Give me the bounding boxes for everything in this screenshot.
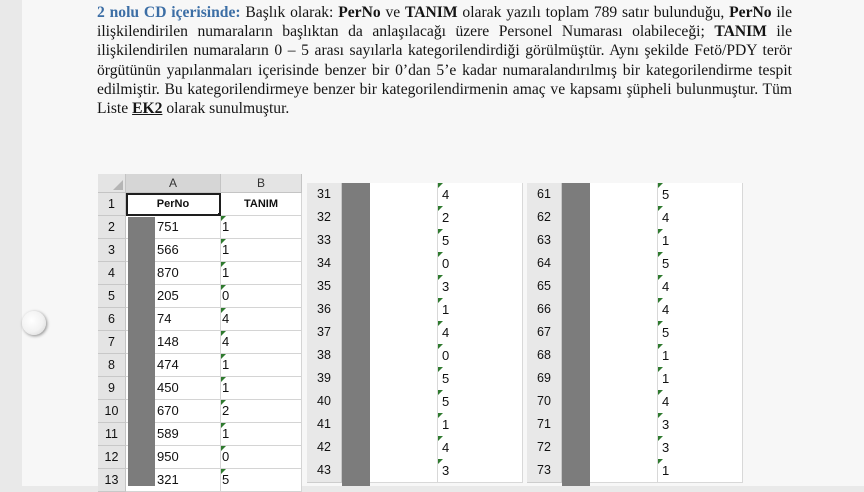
tanim-value: 5	[442, 394, 450, 409]
tanim-cell	[438, 436, 523, 460]
perno-value: 474	[157, 357, 179, 372]
tanim-value: 0	[222, 449, 230, 464]
row-number: 34	[307, 252, 342, 276]
tanim-value: 4	[222, 311, 230, 326]
row-number: 9	[98, 377, 126, 400]
tanim-cell	[221, 216, 302, 239]
redaction-bar	[562, 183, 590, 486]
row-number: 13	[98, 469, 126, 492]
row-number: 72	[527, 436, 562, 460]
body-paragraph	[97, 3, 792, 118]
row-number: 70	[527, 390, 562, 414]
tanim-cell	[438, 229, 523, 253]
row-number: 66	[527, 298, 562, 322]
tanim-cell	[658, 390, 743, 414]
row-number: 64	[527, 252, 562, 276]
tanim-value: 3	[662, 440, 670, 455]
tanim-value: 5	[662, 256, 670, 271]
tanim-value: 1	[222, 357, 230, 372]
row-number: 69	[527, 367, 562, 391]
row-number: 42	[307, 436, 342, 460]
tanim-cell	[221, 469, 302, 492]
tanim-cell	[658, 436, 743, 460]
tanim-value: 1	[442, 417, 450, 432]
tanim-cell	[438, 321, 523, 345]
tanim-value: 3	[442, 463, 450, 478]
tanim-cell	[438, 206, 523, 230]
row-number: 73	[527, 459, 562, 483]
tanim-cell	[658, 459, 743, 483]
row-number: 12	[98, 446, 126, 469]
row-number: 39	[307, 367, 342, 391]
tanim-value: 5	[662, 325, 670, 340]
perno-value: 148	[157, 334, 179, 349]
perno-value: 670	[157, 403, 179, 418]
row-number: 62	[527, 206, 562, 230]
row-number: 67	[527, 321, 562, 345]
tanim-value: 1	[442, 302, 450, 317]
row-number: 63	[527, 229, 562, 253]
tanim-cell	[221, 354, 302, 377]
paragraph-text: Başlık olarak:	[240, 4, 339, 21]
tanim-cell	[658, 183, 743, 207]
tanim-value: 4	[662, 279, 670, 294]
tanim-cell	[658, 252, 743, 276]
tanim-value: 1	[222, 242, 230, 257]
row-number: 41	[307, 413, 342, 437]
tanim-cell	[438, 298, 523, 322]
tanim-cell	[658, 321, 743, 345]
tanim-cell	[221, 262, 302, 285]
tanim-value: 3	[442, 279, 450, 294]
tanim-value: 1	[662, 233, 670, 248]
tanim-value: 1	[222, 265, 230, 280]
header-cell-perno: PerNo	[126, 193, 221, 216]
tanim-cell	[658, 298, 743, 322]
row-number: 11	[98, 423, 126, 446]
perno-value: 870	[157, 265, 179, 280]
row-number: 6	[98, 308, 126, 331]
tanim-value: 5	[662, 187, 670, 202]
row-number: 40	[307, 390, 342, 414]
tanim-value: 4	[662, 302, 670, 317]
row-number: 5	[98, 285, 126, 308]
row-number: 38	[307, 344, 342, 368]
perno-value: 74	[157, 311, 172, 326]
column-header-a: A	[126, 174, 221, 193]
select-all-corner	[98, 174, 126, 193]
row-number: 35	[307, 275, 342, 299]
tanim-cell	[658, 413, 743, 437]
row-number: 68	[527, 344, 562, 368]
row-number: 32	[307, 206, 342, 230]
perno-value: 566	[157, 242, 179, 257]
row-number: 10	[98, 400, 126, 423]
tanim-cell	[438, 275, 523, 299]
paragraph-text: ile ilişkilendirilen numaraların başlıktan da anlaşılacağı üzere Personel Numarası olabileceği;	[97, 4, 793, 41]
table-header-row	[98, 193, 302, 215]
tanim-cell	[658, 344, 743, 368]
perno-value: 751	[157, 219, 179, 234]
redaction-bar	[342, 183, 370, 486]
tanim-value: 1	[662, 463, 670, 478]
tanim-value: 0	[442, 256, 450, 271]
tanim-value: 4	[222, 334, 230, 349]
tanim-cell	[221, 285, 302, 308]
row-number: 61	[527, 183, 562, 207]
tanim-value: 1	[222, 219, 230, 234]
tanim-cell	[438, 252, 523, 276]
perno-value: 950	[157, 449, 179, 464]
perno-term: PerNo	[338, 4, 381, 21]
perno-value: 205	[157, 288, 179, 303]
tanim-cell	[221, 377, 302, 400]
perno-value: 589	[157, 426, 179, 441]
perno-value: 450	[157, 380, 179, 395]
annex-reference: EK2	[132, 100, 163, 118]
punch-hole	[22, 311, 46, 335]
tanim-value: 4	[662, 210, 670, 225]
tanim-value: 2	[442, 210, 450, 225]
tanim-cell	[658, 275, 743, 299]
tanim-cell	[658, 229, 743, 253]
perno-value: 321	[157, 472, 179, 487]
row-number: 36	[307, 298, 342, 322]
tanim-cell	[438, 344, 523, 368]
section-heading: 2 nolu CD içerisinde:	[97, 4, 241, 21]
tanim-value: 5	[442, 371, 450, 386]
tanim-cell	[221, 400, 302, 423]
row-number: 2	[98, 216, 126, 239]
row-number: 71	[527, 413, 562, 437]
row-number: 37	[307, 321, 342, 345]
tanim-cell	[438, 367, 523, 391]
tanim-value: 0	[222, 288, 230, 303]
tanim-value: 3	[662, 417, 670, 432]
tanim-value: 1	[222, 380, 230, 395]
tanim-value: 5	[222, 472, 230, 487]
redaction-bar	[128, 217, 155, 486]
row-number: 1	[98, 193, 126, 216]
tanim-value: 4	[442, 187, 450, 202]
paragraph-text: ve	[380, 4, 406, 21]
row-number: 33	[307, 229, 342, 253]
tanim-value: 4	[442, 325, 450, 340]
row-number: 8	[98, 354, 126, 377]
tanim-cell	[658, 367, 743, 391]
tanim-value: 1	[222, 426, 230, 441]
tanim-value: 1	[662, 371, 670, 386]
tanim-term: TANIM	[714, 23, 767, 41]
tanim-cell	[221, 308, 302, 331]
tanim-value: 1	[662, 348, 670, 363]
tanim-cell	[438, 413, 523, 437]
row-number: 7	[98, 331, 126, 354]
tanim-term: TANIM	[405, 4, 458, 21]
paragraph-text: olarak sunulmuştur.	[162, 100, 290, 118]
tanim-value: 4	[442, 440, 450, 455]
paragraph-text: olarak yazılı toplam 789 satır bulunduğu,	[457, 4, 730, 21]
paragraph-text: ile ilişkilendirilen numaraların 0 – 5 arası sayılarla kategorilendirdiği görülmüştür. Aynı şekilde Fetö/PDY terör örgütünün yapılanmaları içerisinde benzer bir 0’dan 5’e kadar numaralandırılmış bir kategorilendirme tespit edilmiştir. Bu kategorilendirmeye benzer bir kategorilendirmenin amaç ve kapsamı şüpheli bulunmuştur. Tüm Liste	[97, 23, 792, 118]
tanim-value: 4	[662, 394, 670, 409]
row-number: 31	[307, 183, 342, 207]
tanim-cell	[438, 183, 523, 207]
tanim-cell	[221, 446, 302, 469]
tanim-cell	[438, 390, 523, 414]
tanim-value: 0	[442, 348, 450, 363]
tanim-value: 5	[442, 233, 450, 248]
row-number: 4	[98, 262, 126, 285]
tanim-cell	[221, 239, 302, 262]
row-number: 65	[527, 275, 562, 299]
column-header-b: B	[221, 174, 302, 193]
tanim-cell	[221, 423, 302, 446]
tanim-cell	[221, 331, 302, 354]
tanim-value: 2	[222, 403, 230, 418]
header-cell-tanim: TANIM	[221, 193, 302, 216]
row-number: 3	[98, 239, 126, 262]
tanim-cell	[658, 206, 743, 230]
tanim-cell	[438, 459, 523, 483]
perno-term: PerNo	[729, 4, 772, 21]
row-number: 43	[307, 459, 342, 483]
